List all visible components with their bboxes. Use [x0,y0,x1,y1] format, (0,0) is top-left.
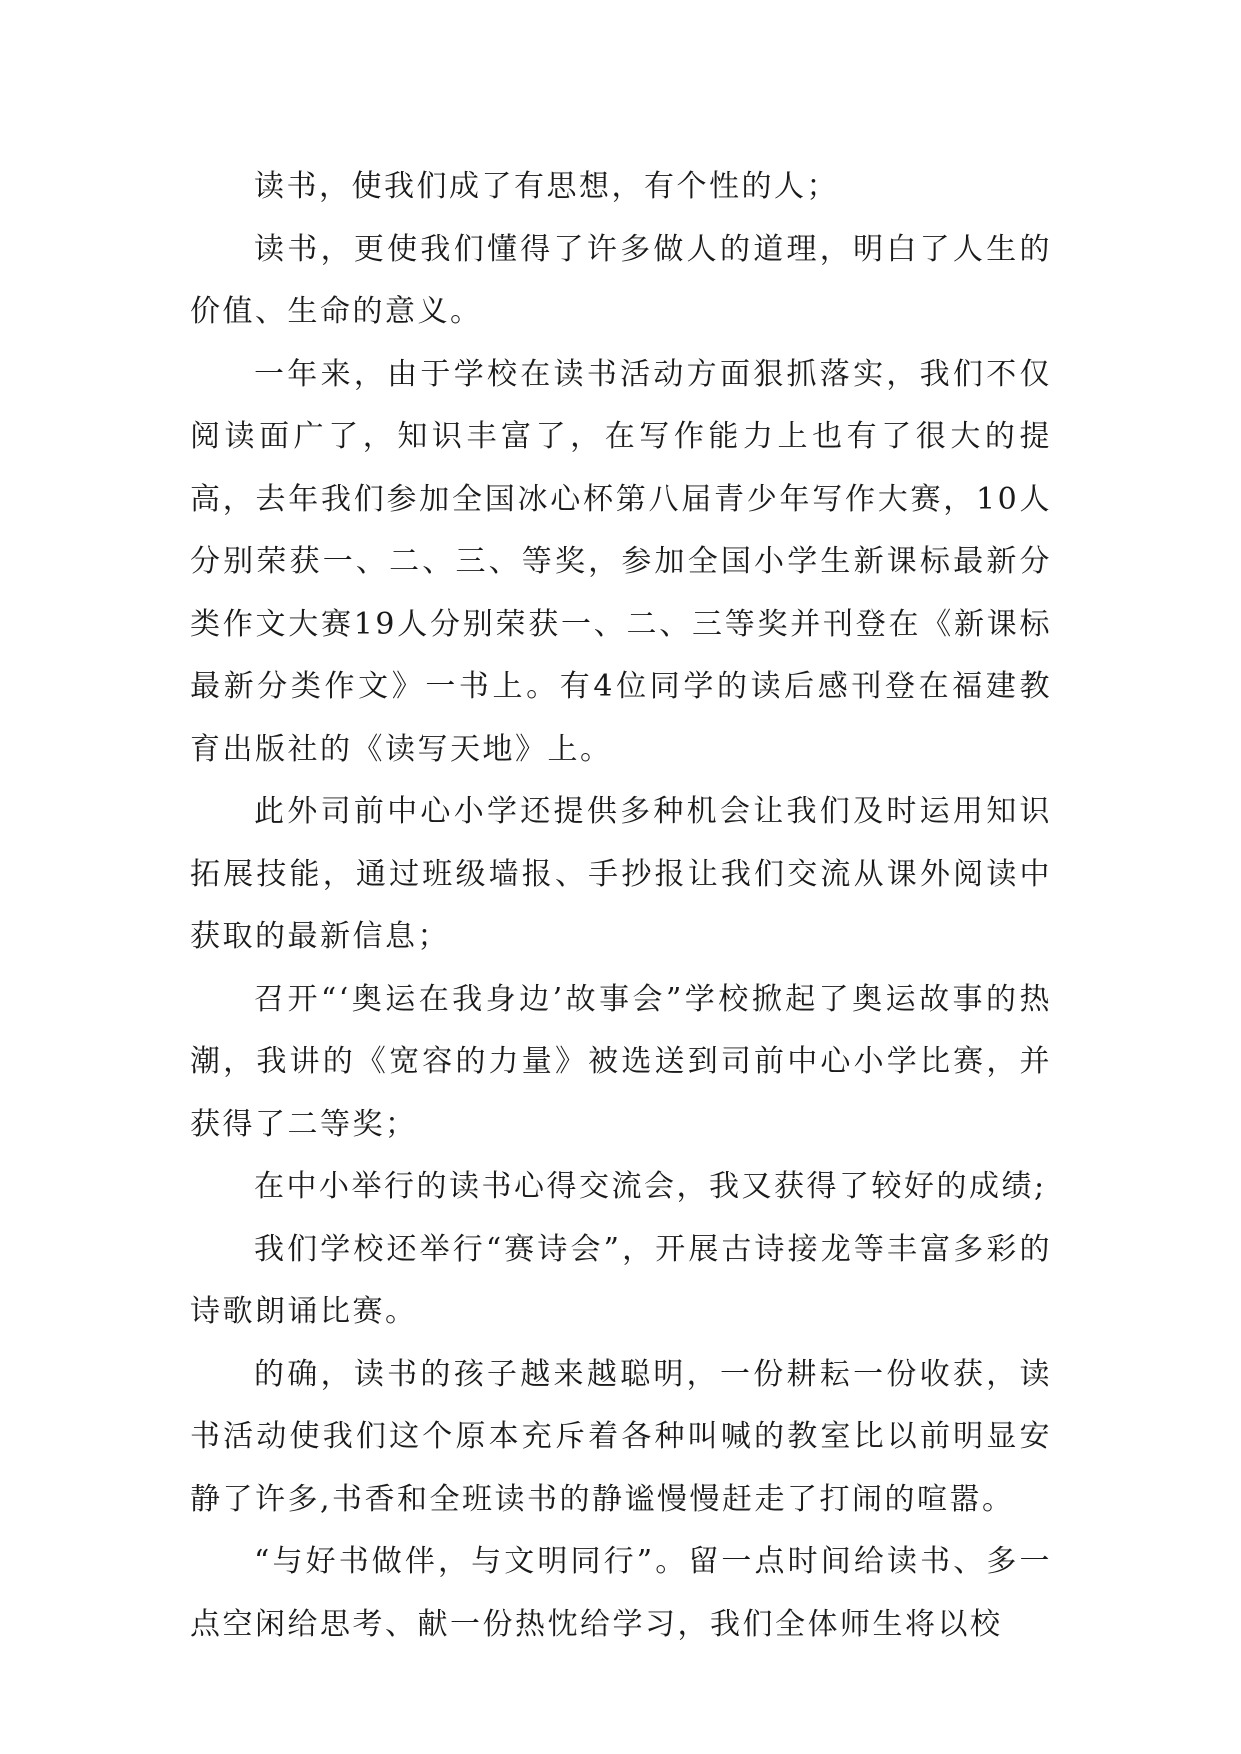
paragraph: “与好书做伴，与文明同行”。留一点时间给读书、多一点空闲给思考、献一份热忱给学习，我们全体师生将以校 [190,1544,1052,1642]
paragraph: 读书，使我们成了有思想，有个性的人； [254,169,839,204]
paragraph: 一年来，由于学校在读书活动方面狠抓落实，我们不仅阅读面广了，知识丰富了，在写作能力上也有了很大的提高，去年我们参加全国冰心杯第八届青少年写作大赛，10人分别荣获一、二、三、等奖，参加全国小学生新课标最新分类作文大赛19人分别荣获一、二、三等奖并刊登在《新课标最新分类作文》一书上。有4位同学的读后感刊登在福建教育出版社的《读写天地》上。 [190,356,1052,767]
paragraph: 的确，读书的孩子越来越聪明，一份耕耘一份收获，读书活动使我们这个原本充斥着各种叫喊的教室比以前明显安静了许多,书香和全班读书的静谧慢慢赶走了打闹的喧嚣。 [190,1356,1052,1517]
paragraph: 我们学校还举行“赛诗会”，开展古诗接龙等丰富多彩的诗歌朗诵比赛。 [190,1231,1052,1329]
paragraph: 读书，更使我们懂得了许多做人的道理，明白了人生的价值、生命的意义。 [190,231,1052,329]
document-body [190,156,1052,1656]
paragraph: 召开“‘奥运在我身边’故事会”学校掀起了奥运故事的热潮，我讲的《宽容的力量》被选送到司前中心小学比赛，并获得了二等奖； [190,981,1052,1142]
paragraph: 此外司前中心小学还提供多种机会让我们及时运用知识拓展技能，通过班级墙报、手抄报让我们交流从课外阅读中获取的最新信息； [190,794,1052,954]
paragraph: 在中小举行的读书心得交流会，我又获得了较好的成绩; [254,1169,1047,1204]
